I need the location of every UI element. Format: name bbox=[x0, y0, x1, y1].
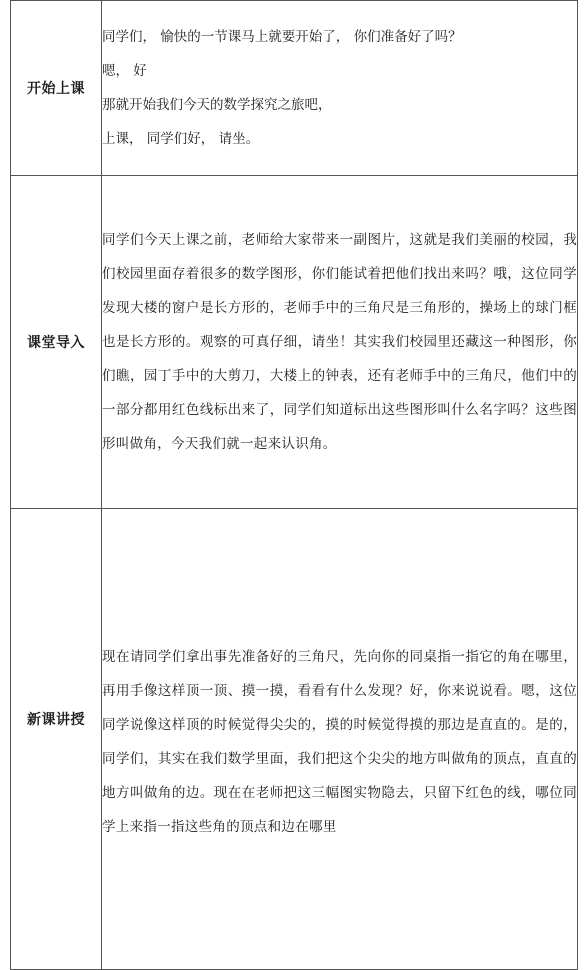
section-content-introduction bbox=[102, 176, 578, 509]
dialogue-line: 同学们， 愉快的一节课马上就要开始了， 你们准备好了吗？ bbox=[102, 29, 462, 45]
section-paragraph: 现在请同学们拿出事先准备好的三角尺，先向你的同桌指一指它的角在哪里，再用手像这样顶一顶、摸一摸，看看有什么发现？好，你来说说看。嗯，这位同学说像这样顶的时候觉得尖尖的，摸的时候觉得摸的那边是直直的。是的，同学们，其实在我们数学里面，我们把这个尖尖的地方叫做角的顶点，直直的地方叫做角的边。现在在老师把这三幅图实物隐去，只留下红色的线，哪位同学上来指一指这些角的顶点和边在哪里 bbox=[102, 649, 577, 835]
section-paragraph: 同学们今天上课之前，老师给大家带来一副图片，这就是我们美丽的校园，我们校园里面存着很多的数学图形，你们能试着把他们找出来吗？哦，这位同学发现大楼的窗户是长方形的，老师手中的三角尺是三角形的，操场上的球门框也是长方形的。观察的可真仔细，请坐！其实我们校园里还藏这一种图形，你们瞧，园丁手中的大剪刀，大楼上的钟表，还有老师手中的三角尺，他们中的一部分都用红色线标出来了，同学们知道标出这些图形叫什么名字吗？这些图形叫做角，今天我们就一起来认识角。 bbox=[102, 232, 577, 452]
section-content-start-class bbox=[102, 1, 578, 176]
table-row bbox=[11, 509, 578, 970]
dialogue-line: 嗯， 好 bbox=[102, 63, 147, 79]
lesson-table bbox=[10, 0, 578, 970]
stage-label-start-class: 开始上课 bbox=[11, 1, 102, 176]
dialogue-line: 那就开始我们今天的数学探究之旅吧， bbox=[102, 97, 332, 113]
section-content-new-lesson bbox=[102, 509, 578, 970]
stage-label-introduction: 课堂导入 bbox=[11, 176, 102, 509]
table-row bbox=[11, 1, 578, 176]
stage-label-new-lesson: 新课讲授 bbox=[11, 509, 102, 970]
dialogue-line: 上课， 同学们好， 请坐。 bbox=[102, 131, 260, 147]
table-row bbox=[11, 176, 578, 509]
